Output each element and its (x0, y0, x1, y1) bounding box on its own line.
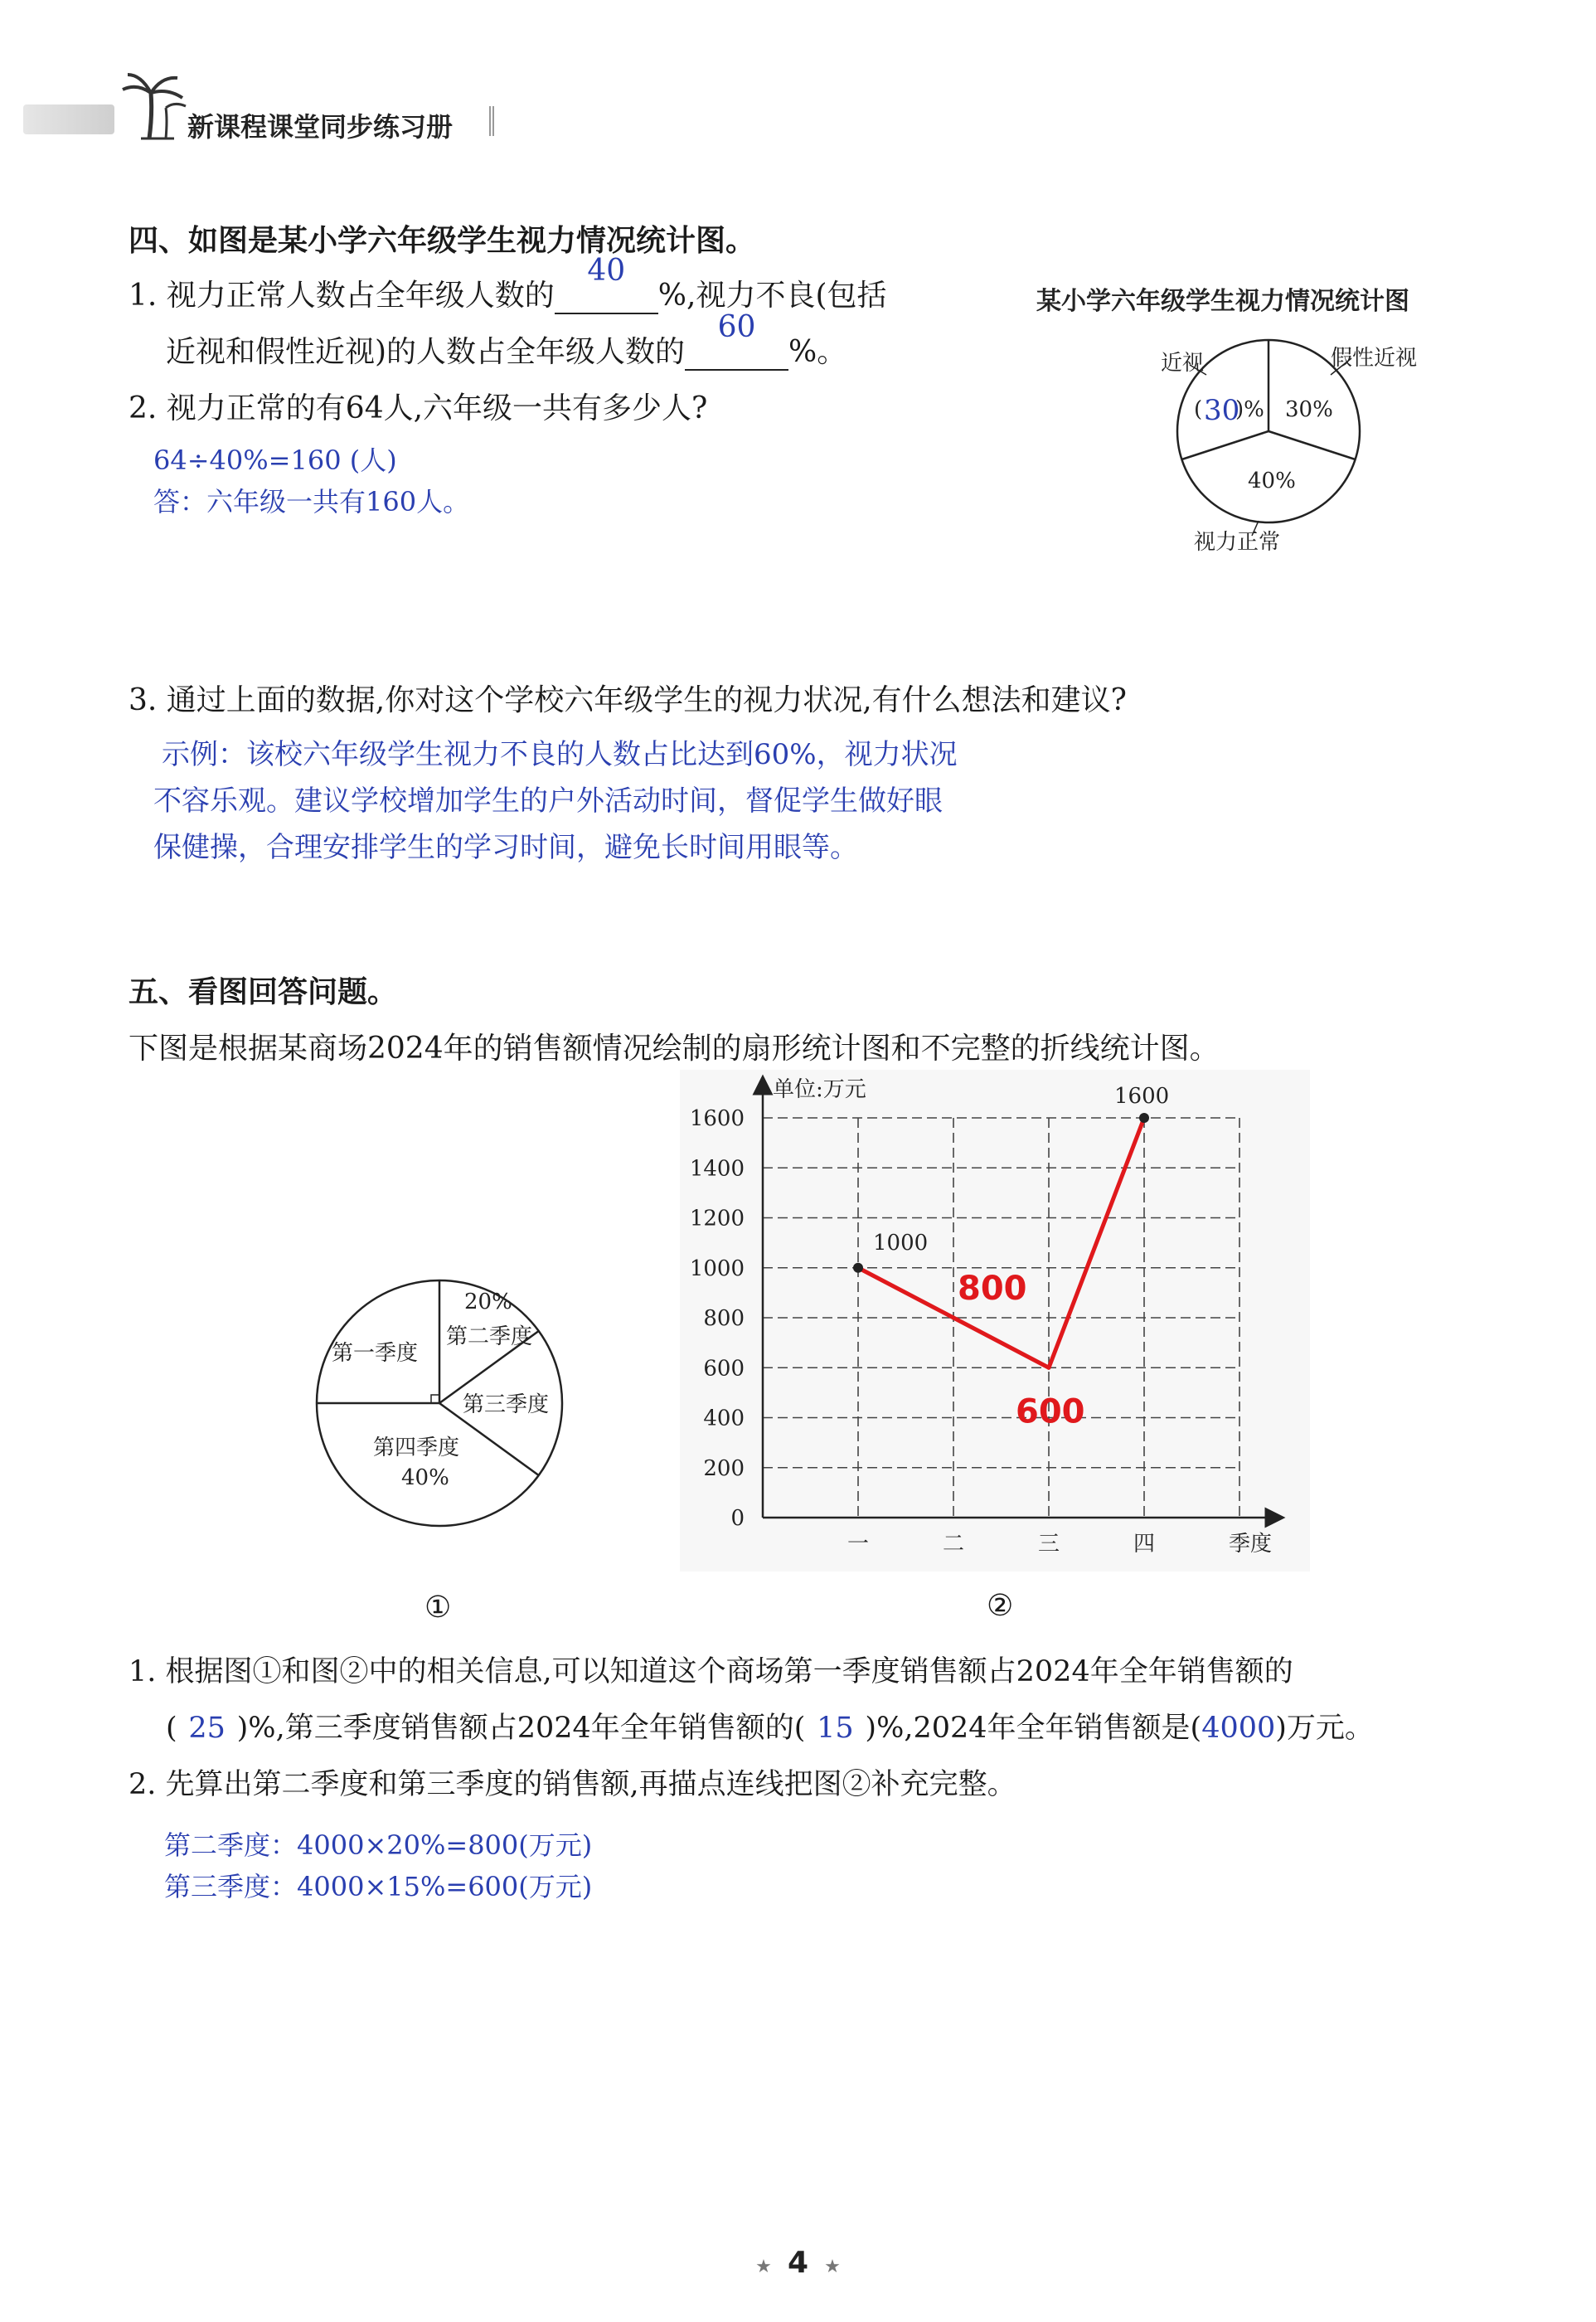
y-tick-label: 1400 (689, 1156, 745, 1182)
palm-tree-icon (116, 68, 191, 143)
vision-myopia-paren-close: )% (1235, 397, 1264, 422)
sales-pie-q4-label: 第四季度 (373, 1435, 460, 1460)
right-angle-mark (431, 1395, 439, 1403)
section5-q2: 2. 先算出第二季度和第三季度的销售额,再描点连线把图②补充完整。 (129, 1768, 1016, 1801)
vision-pseudo-pct: 30% (1285, 397, 1333, 422)
x-tick-label: 二 (942, 1532, 965, 1557)
data-point (1139, 1113, 1149, 1123)
header-divider (489, 106, 494, 136)
q1-text-d: )万元。 (1275, 1712, 1374, 1745)
section4-q3-answer-line3: 保健操，合理安排学生的学习时间，避免长时间用眼等。 (153, 831, 858, 864)
header-decoration (23, 104, 114, 134)
y-tick-label: 0 (730, 1506, 745, 1531)
x-axis-label: 季度 (1229, 1532, 1273, 1557)
star-icon-right: ★ (824, 2256, 841, 2277)
vision-pie-divider-left (1181, 431, 1269, 459)
vision-chart-title: 某小学六年级学生视力情况统计图 (1036, 287, 1409, 316)
vision-normal-pct: 40% (1248, 469, 1296, 493)
series-line-segment (858, 1268, 953, 1318)
y-tick-label: 800 (703, 1306, 745, 1331)
vision-pie-chart (1078, 323, 1459, 572)
q1-text-c: 近视和假性近视)的人数占全年级人数的 (166, 335, 686, 369)
section5-title: 五、看图回答问题。 (129, 975, 398, 1009)
y-tick-label: 1600 (689, 1106, 745, 1131)
y-tick-label: 400 (703, 1406, 745, 1431)
q1-text-b: )%,第三季度销售额占2024年全年销售额的( (236, 1712, 806, 1745)
workbook-title: 新课程课堂同步练习册 (187, 111, 454, 143)
page-number: 4 (787, 2246, 809, 2280)
y-axis-unit-label: 单位:万元 (773, 1077, 866, 1102)
vision-label-pseudo: 假性近视 (1331, 346, 1418, 371)
section4-q2-answer: 答：六年级一共有160人。 (153, 486, 470, 517)
series-line-segment (1049, 1118, 1144, 1367)
section4-q2: 2. 视力正常的有64人,六年级一共有多少人? (129, 391, 708, 425)
answer-poor-pct: 60 (717, 310, 756, 344)
y-tick-label: 1000 (689, 1256, 745, 1281)
sales-pie-q4-pct: 40% (401, 1465, 449, 1490)
section5-q2-answer-line2: 第三季度：4000×15%=600(万元) (164, 1871, 593, 1902)
data-point-label: 600 (1016, 1392, 1085, 1431)
sales-pie-q2-label: 第二季度 (446, 1324, 533, 1349)
x-tick-label: 三 (1037, 1532, 1060, 1557)
q1-paren-a-open: ( (166, 1712, 177, 1745)
y-tick-label: 200 (703, 1455, 745, 1481)
section4-title: 四、如图是某小学六年级学生视力情况统计图。 (129, 224, 756, 258)
sales-pie-q3-label: 第三季度 (463, 1392, 550, 1417)
section5-q1-line1: 1. 根据图①和图②中的相关信息,可以知道这个商场第一季度销售额占2024年全年销售额的 (129, 1655, 1293, 1688)
y-tick-label: 600 (703, 1356, 745, 1382)
vision-label-normal: 视力正常 (1194, 530, 1281, 555)
section4-q2-answer-calc: 64÷40%=160 (人) (153, 444, 397, 476)
y-tick-label: 1200 (689, 1206, 745, 1231)
section4-q3-answer-line2: 不容乐观。建议学校增加学生的户外活动时间，督促学生做好眼 (153, 785, 943, 818)
section4-q3-answer-line1: 示例：该校六年级学生视力不良的人数占比达到60%，视力状况 (162, 738, 958, 771)
section5-q1-line2 (166, 1705, 1374, 1746)
vision-pie-divider-right (1269, 431, 1356, 459)
answer-blank-poor-pct[interactable] (685, 310, 788, 371)
answer-annual-total[interactable]: 4000 (1201, 1712, 1276, 1745)
q1-text-b: %,视力不良(包括 (657, 279, 887, 313)
section4-q1-line1 (129, 254, 887, 314)
star-icon-left: ★ (755, 2256, 772, 2277)
section5-intro: 下图是根据某商场2024年的销售额情况绘制的扇形统计图和不完整的折线统计图。 (129, 1032, 1220, 1066)
answer-q1-share[interactable]: 25 (188, 1712, 226, 1745)
page-footer (0, 2246, 1596, 2280)
vision-myopia-answer: 30 (1204, 394, 1240, 427)
answer-normal-pct: 40 (587, 254, 626, 288)
sales-line-chart (680, 1070, 1310, 1571)
section5-q2-answer-line1: 第二季度：4000×20%=800(万元) (164, 1829, 593, 1861)
section4-q1-line2 (166, 310, 847, 371)
x-tick-label: 四 (1133, 1532, 1156, 1557)
data-point (853, 1263, 863, 1273)
answer-q3-share[interactable]: 15 (817, 1712, 854, 1745)
q1-text-d: %。 (788, 335, 847, 369)
data-point-label: 1600 (1114, 1084, 1170, 1109)
q1-text-a: 1. 视力正常人数占全年级人数的 (129, 279, 555, 313)
q1-text-c: )%,2024年全年销售额是( (865, 1712, 1202, 1745)
sales-pie-q2-pct: 20% (464, 1290, 512, 1314)
sales-pie-chart (307, 1277, 580, 1542)
data-point-label: 1000 (873, 1230, 929, 1256)
sales-pie-q1-label: 第一季度 (332, 1341, 419, 1366)
vision-myopia-paren-open: ( (1194, 397, 1203, 422)
vision-label-myopia: 近视 (1161, 351, 1205, 376)
data-point-label: 800 (958, 1269, 1027, 1308)
figure1-label: ① (424, 1591, 452, 1625)
answer-blank-normal-pct[interactable] (555, 254, 658, 314)
x-tick-label: 一 (847, 1532, 870, 1557)
figure2-label: ② (987, 1589, 1014, 1623)
series-line-segment (953, 1318, 1049, 1367)
section4-q3: 3. 通过上面的数据,你对这个学校六年级学生的视力状况,有什么想法和建议? (129, 683, 1127, 717)
